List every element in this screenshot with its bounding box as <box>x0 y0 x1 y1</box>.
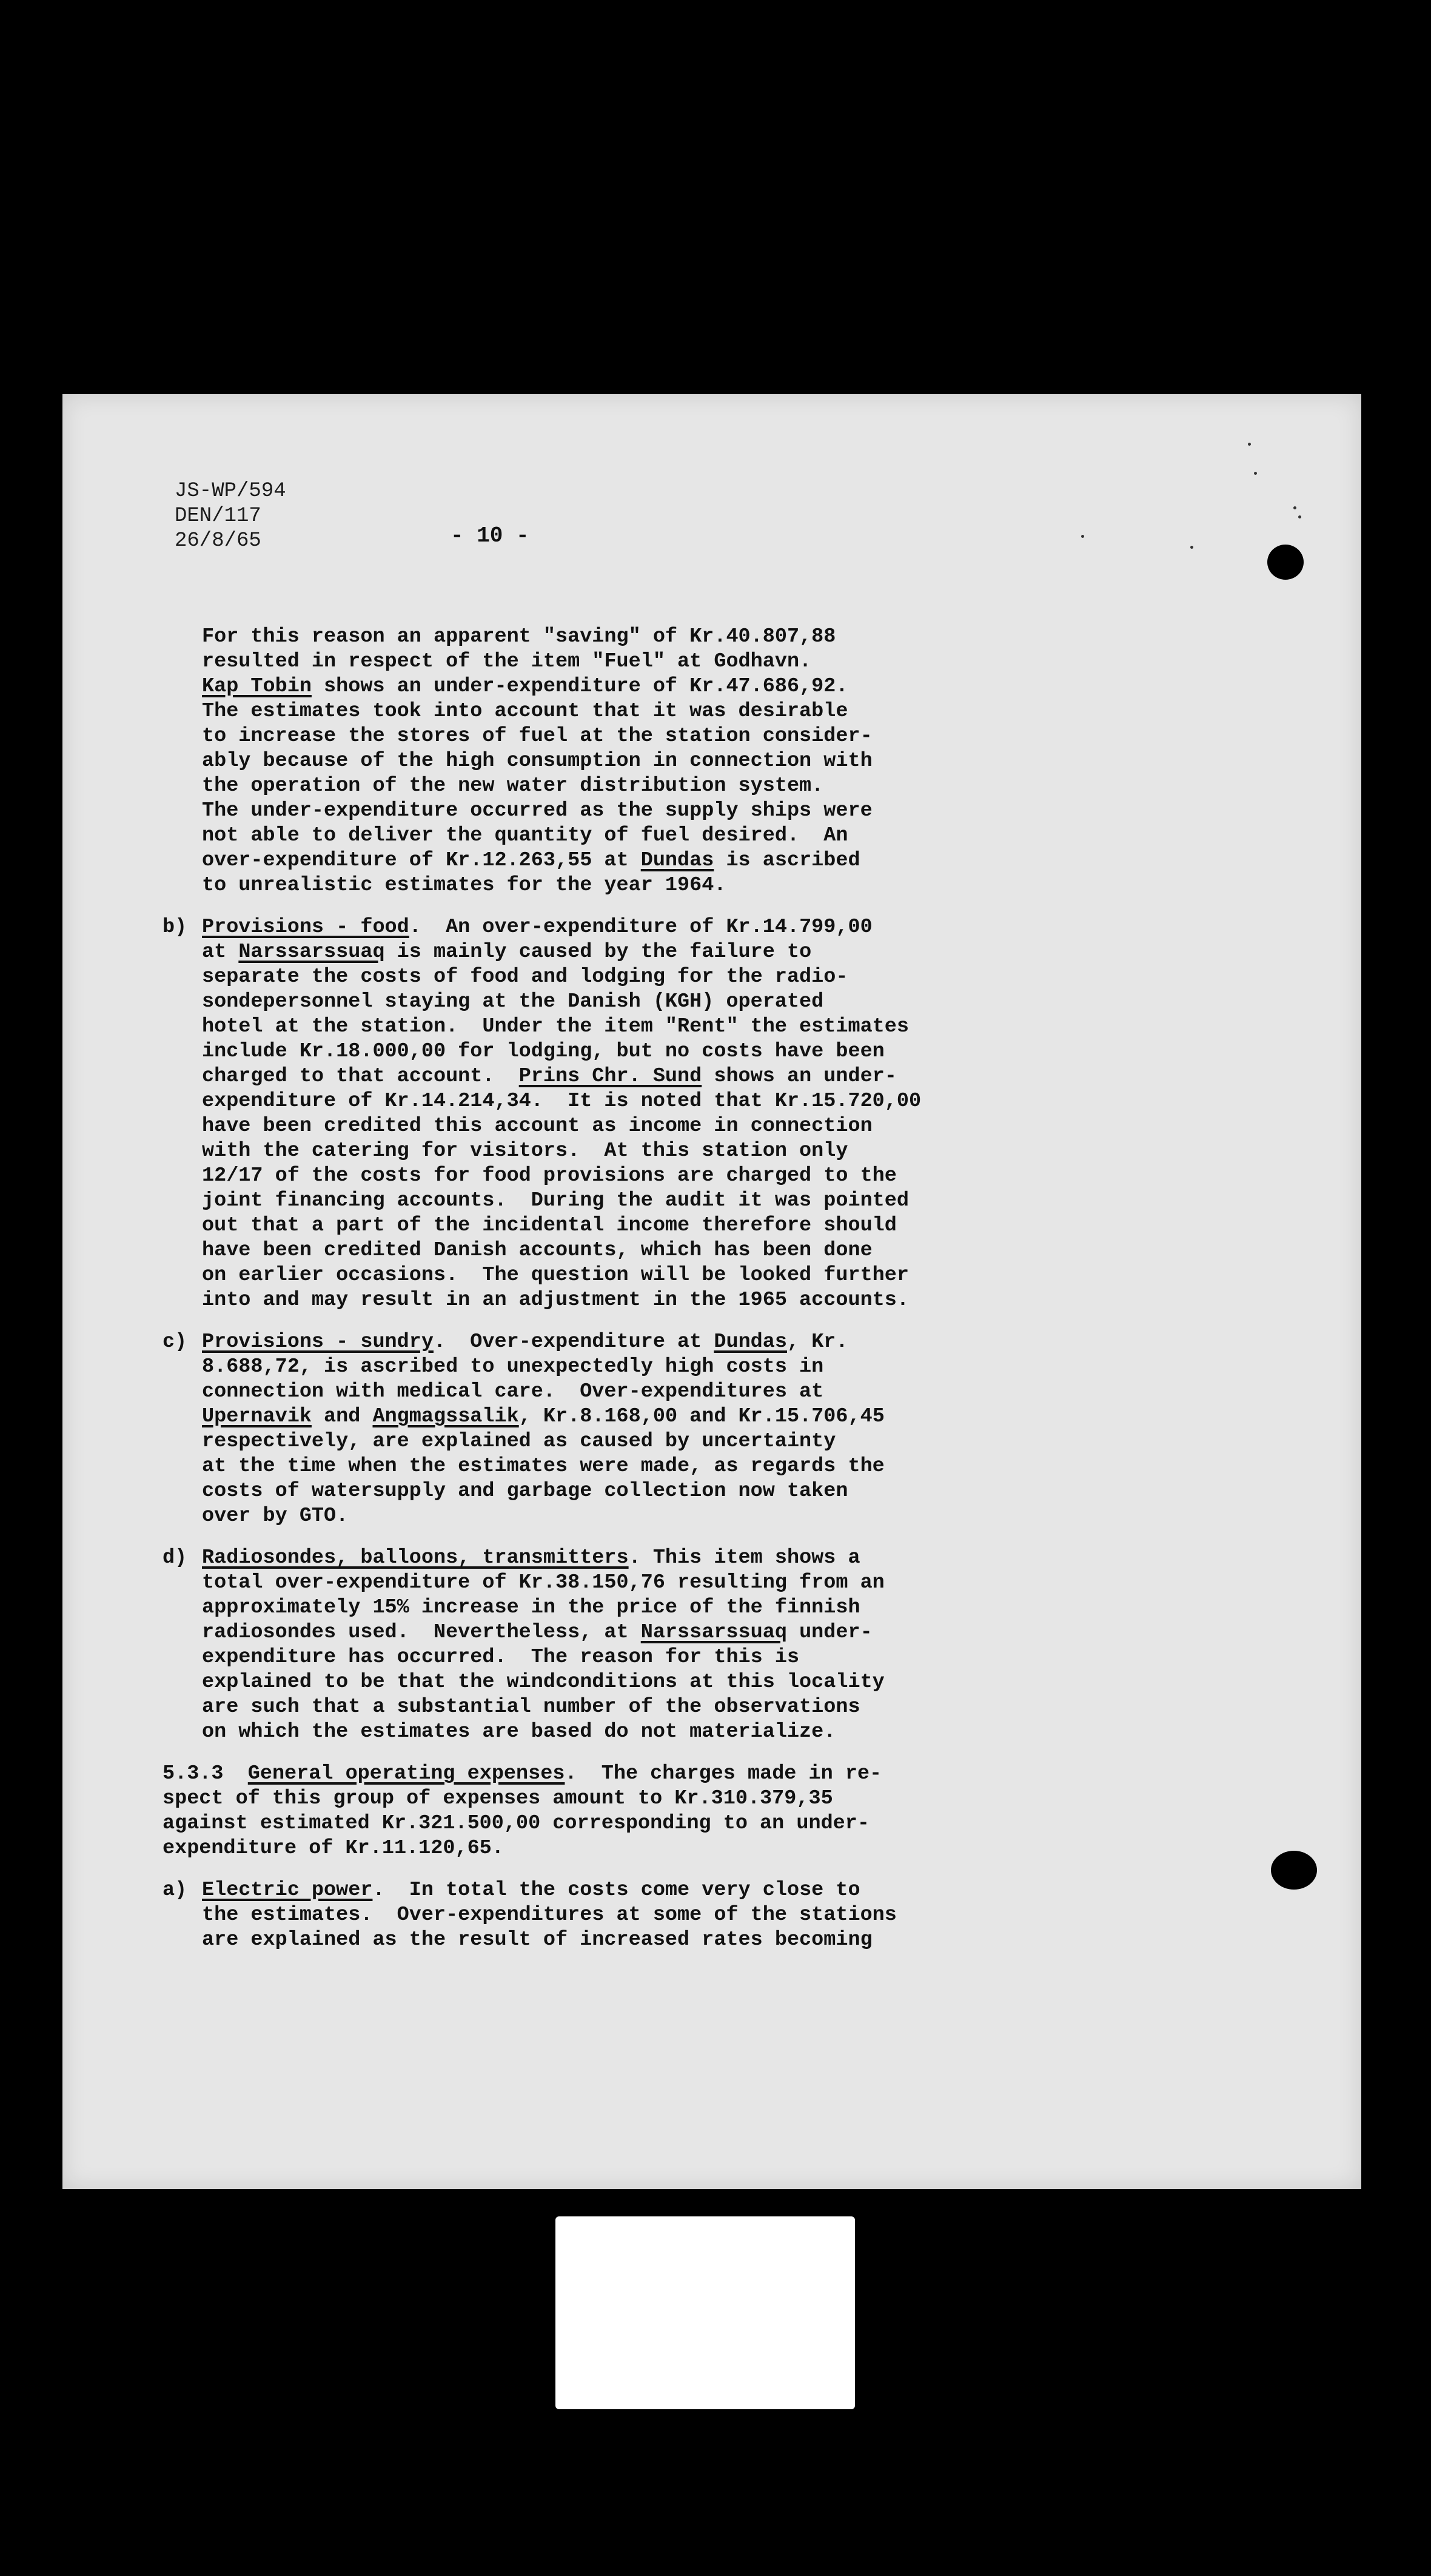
text-span: over-expenditure of Kr.12.263,55 at <box>202 849 641 872</box>
text-line <box>202 940 1130 965</box>
text-line: are such that a substantial number of the observations <box>202 1696 860 1719</box>
item-b-provisions-food <box>163 915 1130 1313</box>
text-line: the estimates. Over-expenditures at some of the stations <box>202 1903 897 1927</box>
punch-hole-mark-bottom <box>1271 1851 1317 1890</box>
text-line: For this reason an apparent "saving" of Kr.40.807,88 <box>202 625 836 648</box>
text-line: with the catering for visitors. At this station only <box>202 1139 848 1162</box>
text-span: , Kr.8.168,00 and Kr.15.706,45 <box>518 1405 885 1428</box>
text-line: are explained as the result of increased rates becoming <box>202 1928 873 1951</box>
text-line: against estimated Kr.321.500,00 corresponding to an under- <box>163 1812 870 1835</box>
text-line: have been credited this account as income in connection <box>202 1115 873 1138</box>
text-line: joint financing accounts. During the audit it was pointed <box>202 1189 909 1212</box>
item-label: d) <box>163 1546 187 1569</box>
text-line: have been credited Danish accounts, which has been done <box>202 1239 873 1262</box>
text-span: . This item shows a <box>628 1546 860 1569</box>
text-span: shows an under- <box>702 1065 897 1088</box>
item-heading: Provisions - food <box>202 916 409 939</box>
text-line: hotel at the station. Under the item "Rent" the estimates <box>202 1015 909 1038</box>
section-number: 5.3.3 <box>163 1762 224 1785</box>
place-name: Narssarssuaq <box>238 941 385 964</box>
place-name: Kap Tobin <box>202 675 312 698</box>
text-line: sondepersonnel staying at the Danish (KGH) operated <box>202 990 824 1013</box>
item-heading: Provisions - sundry <box>202 1330 434 1353</box>
text-line: connection with medical care. Over-expenditures at <box>202 1380 824 1403</box>
text-line <box>202 674 1130 699</box>
text-line: into and may result in an adjustment in the 1965 accounts. <box>202 1289 909 1312</box>
text-line: expenditure of Kr.14.214,34. It is noted that Kr.15.720,00 <box>202 1090 922 1113</box>
text-span: and <box>311 1405 373 1428</box>
text-line: The under-expenditure occurred as the supply ships were <box>202 799 873 822</box>
item-a-electric-power <box>163 1878 1130 1953</box>
text-line <box>163 1762 1130 1786</box>
document-body <box>163 625 1130 1970</box>
text-line: ably because of the high consumption in connection with <box>202 750 873 773</box>
text-line: 12/17 of the costs for food provisions are charged to the <box>202 1164 897 1187</box>
text-line: at the time when the estimates were made, as regards the <box>202 1455 885 1478</box>
text-line: include Kr.18.000,00 for lodging, but no costs have been <box>202 1040 885 1063</box>
reference-line: 26/8/65 <box>175 529 261 552</box>
text-line: resulted in respect of the item "Fuel" at Godhavn. <box>202 650 812 673</box>
reference-line: JS-WP/594 <box>175 480 286 503</box>
text-line <box>202 1064 1130 1089</box>
place-name: Dundas <box>640 849 714 872</box>
text-line <box>202 1330 1130 1355</box>
text-line: on earlier occasions. The question will be looked further <box>202 1264 909 1287</box>
section-heading: General operating expenses <box>247 1762 565 1785</box>
page-number: - 10 - <box>451 523 529 548</box>
text-span: under- <box>786 1621 873 1644</box>
text-span: . An over-expenditure of Kr.14.799,00 <box>409 916 873 939</box>
item-heading: Radiosondes, balloons, transmitters <box>202 1546 629 1569</box>
text-line <box>202 1546 1130 1571</box>
blank-label-card <box>555 2216 855 2409</box>
text-line: to unrealistic estimates for the year 1964. <box>202 874 726 897</box>
text-span: radiosondes used. Nevertheless, at <box>202 1621 641 1644</box>
reference-line: DEN/117 <box>175 505 261 528</box>
text-span: , Kr. <box>786 1330 848 1353</box>
text-line: total over-expenditure of Kr.38.150,76 resulting from an <box>202 1571 885 1594</box>
text-line: expenditure of Kr.11.120,65. <box>163 1837 504 1860</box>
text-line <box>202 1620 1130 1645</box>
text-line: spect of this group of expenses amount to Kr.310.379,35 <box>163 1787 833 1810</box>
text-span: . The charges made in re- <box>565 1762 882 1785</box>
item-label: a) <box>163 1879 187 1902</box>
text-line <box>202 848 1130 873</box>
text-line <box>202 915 1130 940</box>
document-page <box>62 394 1361 2189</box>
item-label: b) <box>163 916 187 939</box>
item-c-provisions-sundry <box>163 1330 1130 1529</box>
punch-hole-mark-top <box>1267 545 1304 580</box>
text-line: approximately 15% increase in the price of the finnish <box>202 1596 860 1619</box>
text-line: expenditure has occurred. The reason for this is <box>202 1646 800 1669</box>
text-line: 8.688,72, is ascribed to unexpectedly high costs in <box>202 1355 824 1378</box>
item-heading: Electric power <box>202 1879 373 1902</box>
text-line: out that a part of the incidental income therefore should <box>202 1214 897 1237</box>
text-line <box>202 1878 1130 1903</box>
place-name: Narssarssuaq <box>640 1621 787 1644</box>
place-name: Prins Chr. Sund <box>518 1065 702 1088</box>
text-span: is mainly caused by the failure to <box>384 941 812 964</box>
place-name: Upernavik <box>202 1405 312 1428</box>
text-span: . In total the costs come very close to <box>372 1879 860 1902</box>
text-line <box>202 1404 1130 1429</box>
place-name: Dundas <box>714 1330 787 1353</box>
place-name: Angmagssalik <box>372 1405 519 1428</box>
text-line: explained to be that the windconditions at this locality <box>202 1671 885 1694</box>
reference-block <box>175 479 286 554</box>
text-line: respectively, are explained as caused by uncertainty <box>202 1430 836 1453</box>
text-line: The estimates took into account that it was desirable <box>202 700 848 723</box>
text-span: at <box>202 941 239 964</box>
text-line: costs of watersupply and garbage collection now taken <box>202 1480 848 1503</box>
text-span: . Over-expenditure at <box>433 1330 714 1353</box>
text-span: shows an under-expenditure of Kr.47.686,92. <box>311 675 848 698</box>
intro-paragraph <box>202 625 1130 898</box>
text-span: charged to that account. <box>202 1065 519 1088</box>
text-line: to increase the stores of fuel at the station consider- <box>202 725 873 748</box>
text-span: is ascribed <box>714 849 860 872</box>
text-line: separate the costs of food and lodging for the radio- <box>202 965 848 988</box>
item-label: c) <box>163 1330 187 1353</box>
text-line: over by GTO. <box>202 1504 349 1528</box>
section-5-3-3 <box>163 1762 1130 1861</box>
text-line: not able to deliver the quantity of fuel desired. An <box>202 824 848 847</box>
item-d-radiosondes <box>163 1546 1130 1745</box>
text-line: on which the estimates are based do not materialize. <box>202 1720 836 1743</box>
text-line: the operation of the new water distribution system. <box>202 774 824 797</box>
